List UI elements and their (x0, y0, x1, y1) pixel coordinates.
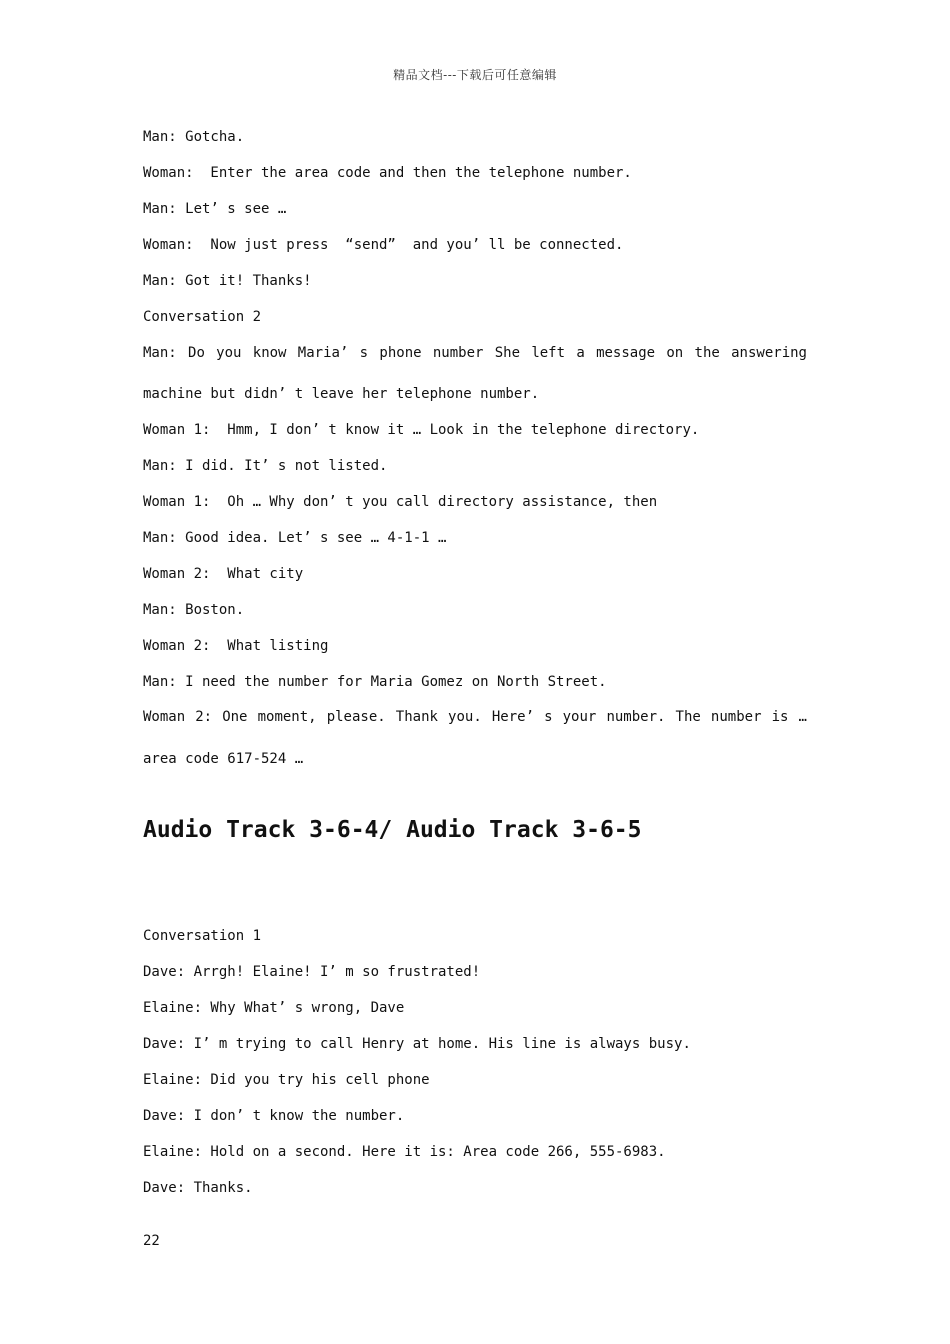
transcript-line: Man: Do you know Maria’ s phone number She left a message on the answering (143, 345, 807, 361)
transcript-line: Woman: Enter the area code and then the telephone number. (143, 165, 632, 181)
transcript-line: Woman 2: One moment, please. Thank you. Here’ s your number. The number is … (143, 709, 807, 725)
transcript-line: Woman 1: Oh … Why don’ t you call directory assistance, then (143, 494, 658, 510)
transcript-line: Man: Got it! Thanks! (143, 273, 312, 289)
transcript-line: Dave: I don’ t know the number. (143, 1108, 405, 1124)
transcript-line: machine but didn’ t leave her telephone number. (143, 386, 540, 402)
transcript-line: Man: I did. It’ s not listed. (143, 458, 388, 474)
transcript-line: Dave: I’ m trying to call Henry at home. His line is always busy. (143, 1036, 691, 1052)
page-header: 精品文档---下载后可任意编辑 (393, 68, 557, 82)
transcript-line: area code 617-524 … (143, 751, 304, 767)
transcript-line: Elaine: Did you try his cell phone (143, 1072, 430, 1088)
transcript-line: Man: Good idea. Let’ s see … 4-1-1 … (143, 530, 447, 546)
transcript-line: Dave: Arrgh! Elaine! I’ m so frustrated! (143, 964, 481, 980)
transcript-line: Woman: Now just press “send” and you’ ll be connected. (143, 237, 624, 253)
section-heading: Audio Track 3-6-4/ Audio Track 3-6-5 (143, 817, 642, 843)
transcript-line: Elaine: Hold on a second. Here it is: Area code 266, 555-6983. (143, 1144, 666, 1160)
transcript-line: Man: I need the number for Maria Gomez on North Street. (143, 674, 607, 690)
transcript-line: Woman 2: What listing (143, 638, 329, 654)
conversation-label: Conversation 2 (143, 309, 262, 325)
transcript-line: Woman 1: Hmm, I don’ t know it … Look in the telephone directory. (143, 422, 700, 438)
transcript-line: Man: Let’ s see … (143, 201, 287, 217)
transcript-line: Dave: Thanks. (143, 1180, 253, 1196)
conversation-label: Conversation 1 (143, 928, 262, 944)
transcript-line: Woman 2: What city (143, 566, 304, 582)
page-number: 22 (143, 1233, 160, 1249)
transcript-line: Man: Boston. (143, 602, 245, 618)
transcript-line: Man: Gotcha. (143, 129, 245, 145)
transcript-line: Elaine: Why What’ s wrong, Dave (143, 1000, 405, 1016)
